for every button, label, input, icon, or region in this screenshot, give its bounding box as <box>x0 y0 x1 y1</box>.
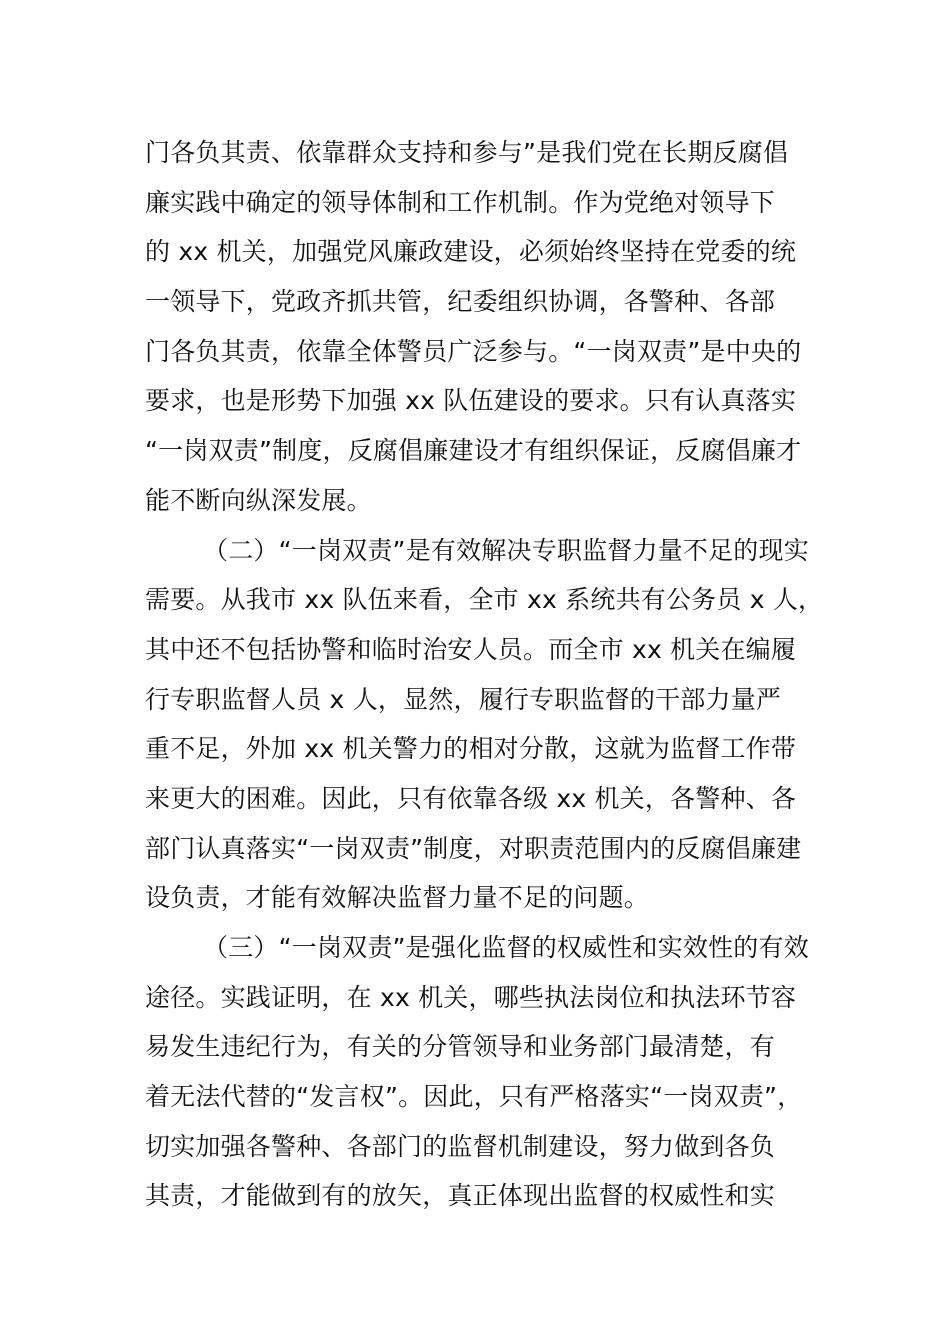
text-line: 易发生违纪行为，有关的分管领导和业务部门最清楚，有 <box>145 1032 776 1062</box>
section-heading-2: （二）“一岗双责”是有效解决专职监督力量不足的现实 <box>203 535 809 565</box>
section-heading-3: （三）“一岗双责”是强化监督的权威性和实效性的有效 <box>203 933 809 962</box>
text-line: 其责，才能做到有的放矢，真正体现出监督的权威性和实 <box>145 1181 776 1211</box>
text-line: 要求，也是形势下加强 xx 队伍建设的要求。只有认真落实 <box>145 386 797 416</box>
text-line: 门各负其责、依靠群众支持和参与”是我们党在长期反腐倡 <box>145 138 789 167</box>
text-line: 切实加强各警种、各部门的监督机制建设，努力做到各负 <box>145 1131 776 1161</box>
text-line: 行专职监督人员 x 人，显然，履行专职监督的干部力量严 <box>145 684 782 714</box>
text-line: 能不断向纵深发展。 <box>145 485 372 515</box>
text-line: “一岗双责”制度，反腐倡廉建设才有组织保证，反腐倡廉才 <box>145 436 802 466</box>
text-line: 设负责，才能有效解决监督力量不足的问题。 <box>145 883 650 913</box>
text-line: 重不足，外加 xx 机关警力的相对分散，这就为监督工作带 <box>145 734 797 764</box>
text-line: 途径。实践证明，在 xx 机关，哪些执法岗位和执法环节容 <box>145 982 797 1012</box>
text-line: 一领导下，党政齐抓共管，纪委组织协调，各警种、各部 <box>145 287 776 317</box>
text-line: 着无法代替的“发言权”。因此，只有严格落实“一岗双责”， <box>145 1082 803 1112</box>
text-line: 需要。从我市 xx 队伍来看，全市 xx 系统共有公务员 x 人， <box>145 585 824 615</box>
body-text <box>145 128 845 1221</box>
text-line: 部门认真落实“一岗双责”制度，对职责范围内的反腐倡廉建 <box>145 833 802 863</box>
text-line: 门各负其责，依靠全体警员广泛参与。“一岗双责”是中央的 <box>145 336 802 366</box>
text-line: 廉实践中确定的领导体制和工作机制。作为党绝对领导下 <box>145 187 776 217</box>
text-line: 来更大的困难。因此，只有依靠各级 xx 机关，各警种、各 <box>145 783 797 813</box>
text-line: 其中还不包括协警和临时治安人员。而全市 xx 机关在编履 <box>145 634 797 664</box>
text-line: 的 xx 机关，加强党风廉政建设，必须始终坚持在党委的统 <box>145 237 797 267</box>
